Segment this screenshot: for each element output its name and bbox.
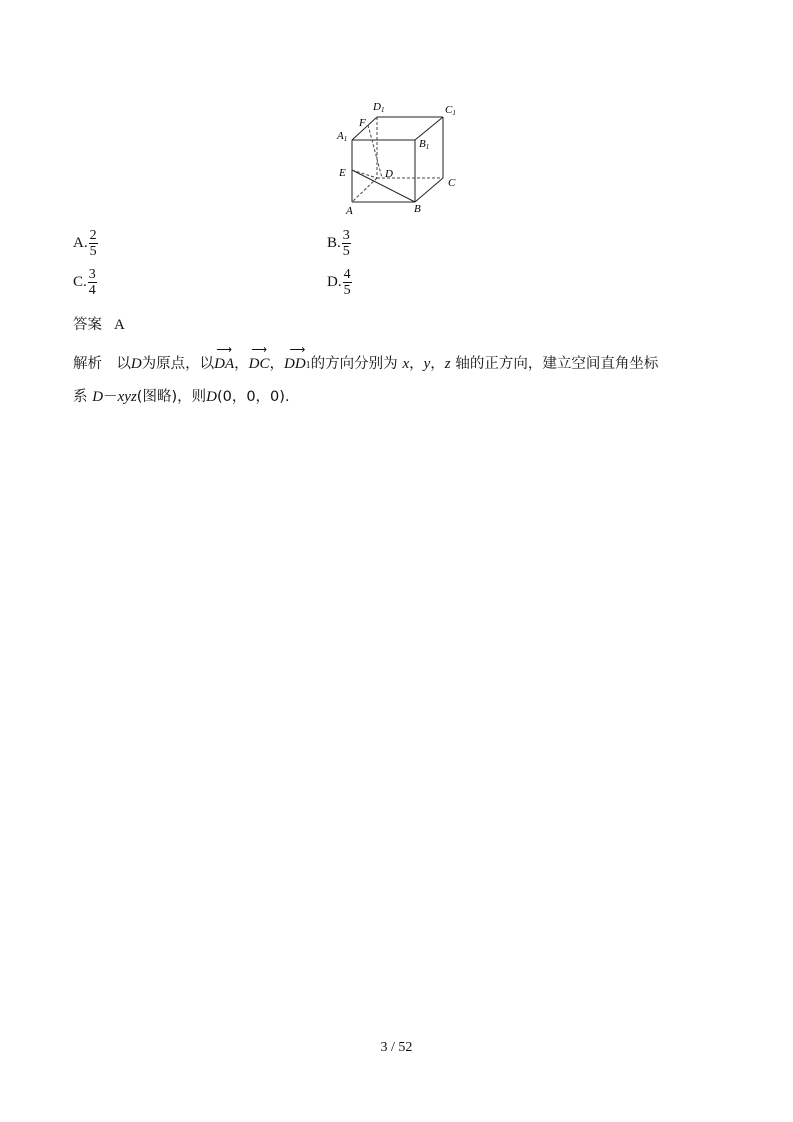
label-F: F bbox=[359, 117, 366, 129]
analysis-line-1: 解析 以D为原点，以 ⟶ DA， ⟶ DC， ⟶ DD1的方向分别为 x，y，z 轴的正方向，建立空间直角坐标 bbox=[73, 353, 658, 376]
page-number: 3 / 52 bbox=[380, 1040, 413, 1055]
answer-line bbox=[73, 314, 125, 335]
edge-BC bbox=[415, 178, 443, 202]
label-C: C bbox=[448, 177, 456, 189]
option-b: B. $\frac{3}{5}$ bbox=[327, 228, 350, 259]
segment-FD bbox=[368, 125, 382, 178]
analysis-label: 解析 bbox=[73, 356, 102, 372]
edge-DA bbox=[352, 178, 377, 202]
answer-value: A bbox=[114, 317, 125, 333]
fraction: $\frac{4}{5}$ bbox=[343, 267, 351, 298]
vector-DA: ⟶ DA bbox=[214, 344, 235, 372]
label-B: B bbox=[414, 203, 421, 215]
answer-label: 答案 bbox=[73, 317, 102, 333]
fraction: $\frac{2}{5}$ bbox=[89, 228, 97, 259]
edge-B1C1 bbox=[415, 117, 443, 140]
option-c: C. $\frac{3}{4}$ bbox=[73, 267, 96, 298]
label-A1: A1 bbox=[337, 130, 348, 143]
segment-EB bbox=[352, 170, 415, 202]
label-C1: C1 bbox=[445, 104, 456, 117]
fraction: $\frac{3}{4}$ bbox=[88, 267, 96, 298]
vector-DC: ⟶ DC bbox=[248, 344, 270, 372]
cube-figure bbox=[330, 98, 465, 220]
analysis-line-2: 系 D－xyz(图略)，则D(0，0，0). bbox=[73, 389, 290, 405]
option-d: D. $\frac{4}{5}$ bbox=[327, 267, 351, 298]
label-D: D bbox=[385, 168, 393, 180]
label-D1: D1 bbox=[373, 101, 385, 114]
vector-DD1: ⟶ DD1 bbox=[284, 344, 311, 372]
label-E: E bbox=[339, 167, 346, 179]
fraction: $\frac{3}{5}$ bbox=[342, 228, 350, 259]
label-A: A bbox=[346, 205, 353, 217]
option-a: A. $\frac{2}{5}$ bbox=[73, 228, 97, 259]
label-B1: B1 bbox=[419, 138, 430, 151]
